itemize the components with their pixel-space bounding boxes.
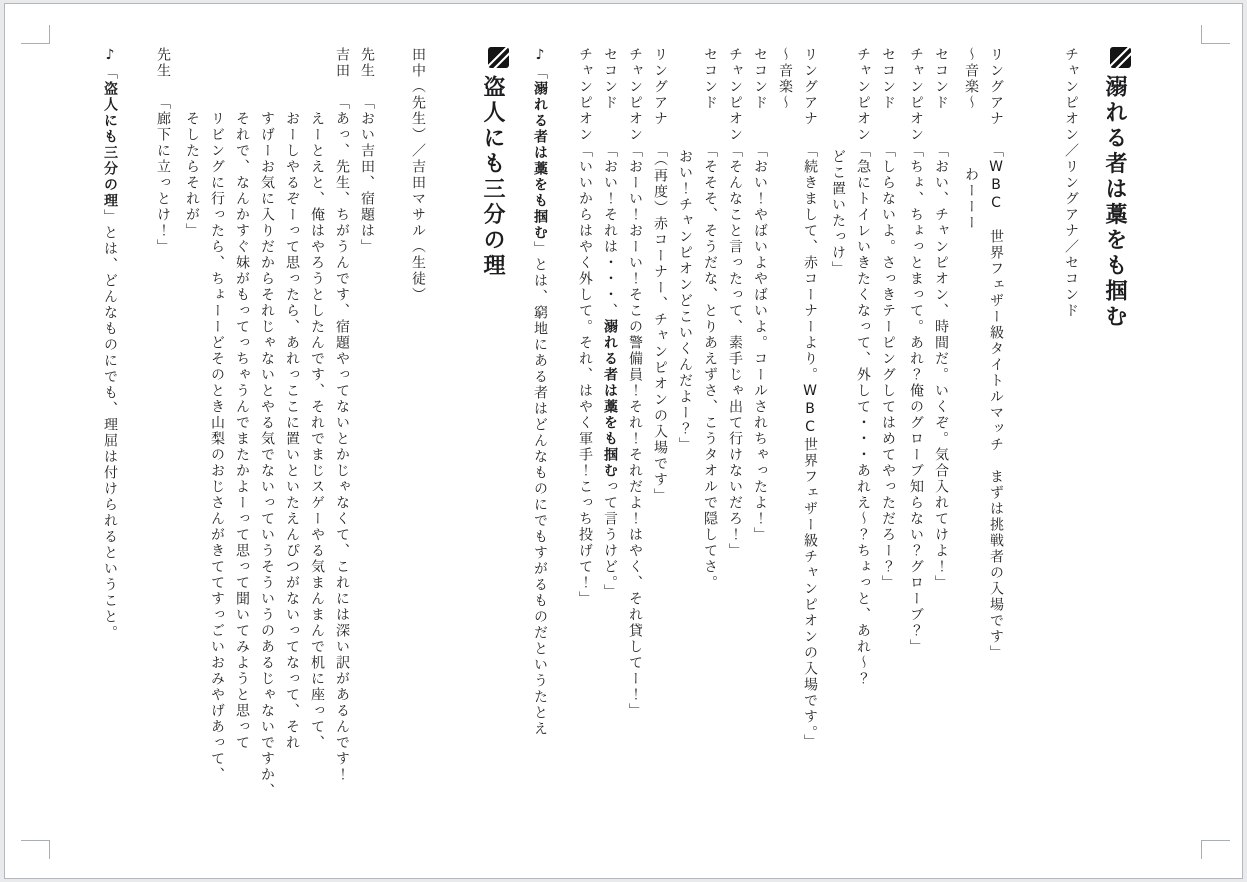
section-title [475,47,509,864]
text-segment: チャンピオン／リングアナ／セコンド [1063,47,1079,319]
cast-line [405,47,430,864]
text-segment: えーとえと、俺はやろうとしたんです、それでまじスゲーやる気まんまんで机に座って、 [309,111,325,751]
dialogue-line [622,47,647,864]
text-flow [33,47,1131,864]
text-segment: どこ置いたっけ」 [830,149,846,277]
speaker-name: リングアナ [652,47,668,127]
speaker-name: セコンド [702,47,718,111]
text-segment: WBC [988,159,1004,213]
text-segment: 「続きまして、赤コーナーより。 [802,143,818,383]
dialogue-line [928,47,953,864]
text-segment: 「あっ、先生、ちがうんです、宿題やってないとかじゃなくて、これには深い訳があるんです！ [334,95,350,783]
dialogue-continuation [304,47,329,864]
text-segment: すげーお気に入りだからそれじゃないとやる気でないっていうそういうのあるじゃないですか、 [259,111,275,799]
dialogue-line [747,47,772,864]
text-segment: おーしやるぞーって思ったら、あれっここに置いといたえんぴつがないってなって、それ [284,111,300,751]
speaker-name: セコンド [880,47,896,111]
dialogue-line [572,47,597,864]
emphasis-text: 溺れる者は藁をも掴む [1102,75,1127,330]
emphasis-text: 盗人にも三分の理 [480,75,505,279]
text-segment: 「おーい！おーい！そこの警備員！それ！それだよ！はやく、それ貸してー！」 [627,143,643,719]
text-segment: 「 [988,143,1004,159]
dialogue-continuation [179,47,204,864]
text-segment: ～音楽～ [963,47,979,111]
text-segment: 「そそそ、そうだな、とりあえずさ、こうタオルで隠してさ。 [702,143,718,591]
dialogue-continuation [229,47,254,864]
text-segment: 」とは、窮地にある者はどんなものにでもすがるものだというたとえ [532,241,548,737]
text-segment: ～音楽～ [777,47,793,111]
dialogue-line [329,47,354,864]
text-boundary-mark-top-left [21,25,50,44]
text-segment: 「そんなこと言ったって、素手じゃ出て行けないだろ！」 [727,143,743,559]
dialogue-line [647,47,672,864]
text-segment: リビングに行ったら、ちょーーどそのとき山梨のおじさんがきててすっごいおみやげあって、 [209,111,225,783]
text-segment: 世界フェザー級タイトルマッチ まずは挑戦者の入場です」 [988,213,1004,661]
note-line [527,47,552,864]
emphasis-text: 溺れる者は藁をも掴む [532,81,548,241]
text-segment: 「いいからはやく外して。それ、はやく軍手！こっち投げて！」 [577,143,593,607]
dialogue-line [722,47,747,864]
emphasis-text: 溺れる者は藁をも掴む [602,319,618,479]
stage-direction-line [958,47,983,864]
text-segment: 「おい、チャンピオン、時間だ。いくぞ。気合入れてけよ！」 [933,143,949,591]
text-segment: 「 [532,65,548,81]
dialogue-continuation [672,47,697,864]
text-segment: 「ちょ、ちょっとまって。あれ？俺のグローブ知らない？グローブ？」 [908,143,924,655]
speaker-name: チャンピオン [908,47,924,143]
dialogue-line [597,47,622,864]
dialogue-line [150,47,175,864]
speaker-name: チャンピオン [855,47,871,143]
dialogue-continuation [825,47,850,864]
text-segment: 「おい吉田、宿題は」 [359,95,375,255]
text-segment: 「廊下に立っとけ！」 [155,95,171,255]
text-segment: 世界フェザー級チャンピオンの入場です。」 [802,437,818,750]
text-segment: WBC [802,383,818,437]
text-boundary-mark-top-right [1201,25,1230,44]
speaker-name: 先生 [155,47,171,79]
text-segment: 「 [102,65,118,81]
music-note-icon: ♪ [532,47,548,65]
text-segment: おい！チャンピオンどこいくんだよー？」 [677,149,693,453]
speaker-name: 吉田 [334,47,350,79]
speaker-name: リングアナ [988,47,1004,127]
text-segment: わーーー [963,167,979,231]
text-segment: 「急にトイレいきたくなって、外して・・・あれえ～？ちょっと、あれ～？ [855,143,871,687]
note-line [97,47,122,864]
speaker-name: セコンド [602,47,618,111]
text-segment: 「おい！やばいよやばいよ。コールされちゃったよ！」 [752,143,768,543]
section-marker-icon [488,47,509,68]
emphasis-text: 盗人にも三分の理 [102,81,118,209]
dialogue-line [983,47,1008,864]
dialogue-line [903,47,928,864]
dialogue-line [850,47,875,864]
speaker-name: チャンピオン [727,47,743,143]
dialogue-continuation [279,47,304,864]
music-note-icon: ♪ [102,47,118,65]
speaker-name: リングアナ [802,47,818,127]
text-segment: 」とは、どんなものにでも、理屈は付けられるということ。 [102,209,118,641]
text-segment: 「（再度）赤コーナー、チャンピオンの入場です」 [652,143,668,504]
dialogue-line [875,47,900,864]
dialogue-continuation [204,47,229,864]
section-marker-icon [1110,47,1131,68]
speaker-name: チャンピオン [577,47,593,143]
dialogue-continuation [254,47,279,864]
speaker-name: 先生 [359,47,375,79]
stage-direction-line [772,47,797,864]
text-segment: 田中（先生）／吉田マサル（生徒） [410,47,426,303]
speaker-name: チャンピオン [627,47,643,143]
text-segment: 「おい！それは・・・、 [602,143,618,319]
dialogue-line [354,47,379,864]
text-segment: それで、なんかすぐ妹がもってっちゃうんでまたかよーって思って聞いてみようと思って [234,111,250,751]
text-boundary-mark-bottom-right [1201,840,1230,859]
section-title [1097,47,1131,864]
dialogue-line [697,47,722,864]
document-page[interactable] [4,3,1243,879]
cast-line [1058,47,1083,864]
text-segment: 「しらないよ。さっきテーピングしてはめてやっただろー？」 [880,143,896,591]
speaker-name: セコンド [933,47,949,111]
text-segment: そしたらそれが」 [184,111,200,239]
speaker-name: セコンド [752,47,768,111]
text-segment: って言うけど。」 [602,479,618,600]
dialogue-line [797,47,822,864]
